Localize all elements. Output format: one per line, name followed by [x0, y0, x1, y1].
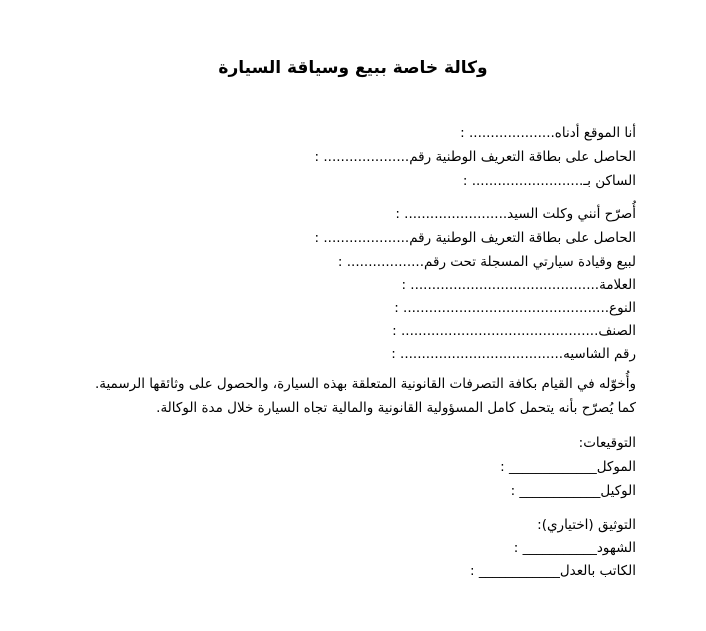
liability-clause: كما يُصرّح بأنه يتحمل كامل المسؤولية القانونية والمالية تجاه السيارة خلال مدة الوكالة.	[156, 400, 636, 416]
agent-id-line: الحاصل على بطاقة التعريف الوطنية رقم.................... :	[314, 230, 636, 246]
vehicle-class-line: الصنف.............................................. :	[392, 323, 636, 339]
principal-address-line: الساكن بـ.......................... :	[462, 173, 636, 189]
principal-id-line: الحاصل على بطاقة التعريف الوطنية رقم.................... :	[314, 149, 636, 165]
witnesses-line: الشهود___________ :	[513, 540, 636, 556]
agent-name-line: أُصرّح أنني وكلت السيد........................ :	[395, 206, 636, 222]
agent-signature-line: الوكيل____________ :	[510, 483, 636, 499]
vehicle-chassis-line: رقم الشاسيه...................................... :	[391, 346, 636, 362]
signatures-heading: التوقيعات:	[578, 435, 636, 451]
authorization-clause: وأُخوّله في القيام بكافة التصرفات القانونية المتعلقة بهذه السيارة، والحصول على وثائقها الرسمية.	[94, 376, 636, 392]
principal-signature-line: الموكل_____________ :	[500, 459, 636, 475]
notarization-heading: التوثيق (اختياري):	[537, 517, 636, 533]
notary-line: الكاتب بالعدل____________ :	[470, 563, 636, 579]
vehicle-type-line: النوع................................................ :	[394, 300, 636, 316]
document-title: وكالة خاصة ببيع وسياقة السيارة	[218, 58, 488, 78]
principal-name-line: أنا الموقع أدناه.................... :	[460, 125, 636, 141]
vehicle-registration-line: لبيع وقيادة سيارتي المسجلة تحت رقم.................. :	[337, 254, 636, 270]
vehicle-brand-line: العلامة............................................ :	[401, 277, 636, 293]
